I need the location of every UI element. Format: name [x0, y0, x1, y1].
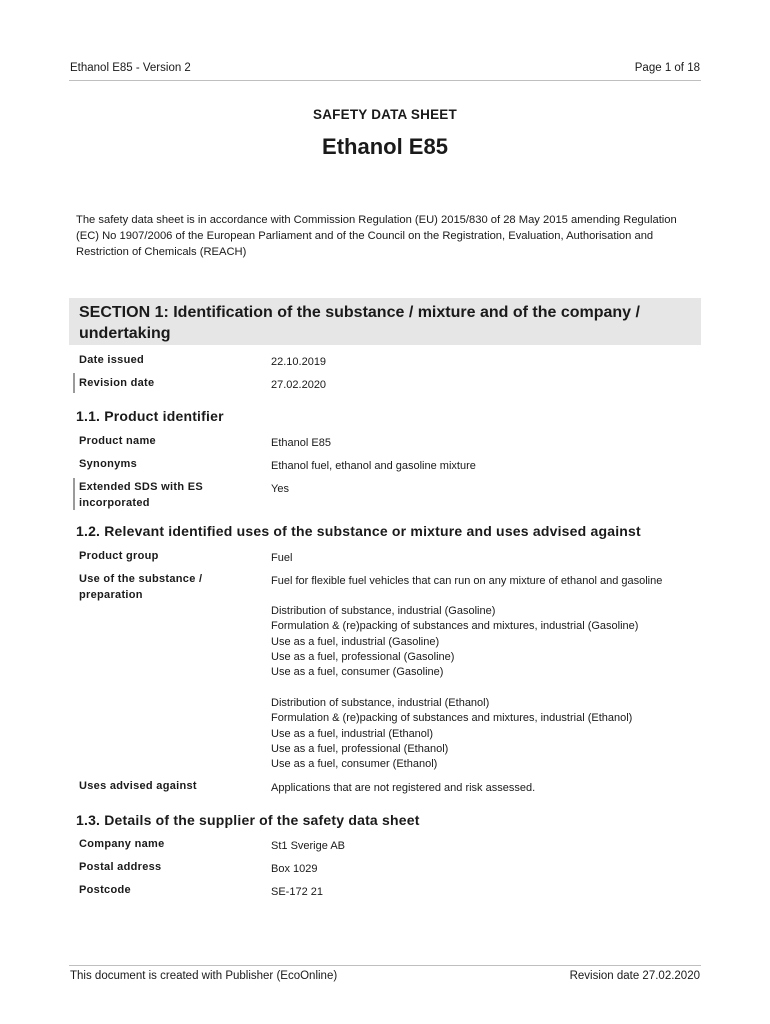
revision-date-label: Revision date [79, 377, 155, 389]
list-item: Formulation & (re)packing of substances and mixtures, industrial (Gasoline) [271, 620, 639, 633]
section-1-2-title: 1.2. Relevant identified uses of the substance or mixture and uses advised against [76, 523, 641, 539]
revision-date-value: 27.02.2020 [271, 379, 327, 391]
list-item: Distribution of substance, industrial (Gasoline) [271, 605, 496, 617]
header-page-number: Page 1 of 18 [634, 62, 700, 74]
date-issued-label: Date issued [79, 354, 145, 366]
list-item: Distribution of substance, industrial (Ethanol) [271, 697, 490, 709]
page-header [69, 62, 701, 81]
list-item: Use as a fuel, industrial (Gasoline) [271, 635, 440, 648]
synonyms-label: Synonyms [79, 458, 138, 470]
product-name-label: Product name [79, 435, 156, 447]
extended-sds-label: Extended SDS with ES incorporated [79, 481, 203, 509]
advised-against-label: Uses advised against [79, 780, 197, 792]
postal-address-value: Box 1029 [271, 863, 318, 875]
postcode-value: SE-172 21 [271, 886, 323, 898]
list-item: Use as a fuel, consumer (Gasoline) [271, 666, 444, 679]
product-name-value: Ethanol E85 [271, 437, 331, 449]
ethanol-uses-list [271, 696, 711, 772]
header-document-version: Ethanol E85 - Version 2 [70, 62, 191, 74]
postcode-label: Postcode [79, 884, 131, 896]
company-name-value: St1 Sverige AB [271, 840, 345, 852]
advised-against-value: Applications that are not registered and risk assessed. [271, 782, 536, 794]
page-footer [69, 965, 701, 986]
footer-revision-date: Revision date 27.02.2020 [569, 970, 700, 982]
section-1-3-title: 1.3. Details of the supplier of the safety data sheet [76, 812, 420, 828]
section-1-title: SECTION 1: Identification of the substance / mixture and of the company / undertaking [79, 304, 640, 342]
list-item: Use as a fuel, professional (Gasoline) [271, 650, 455, 663]
postal-address-label: Postal address [79, 861, 162, 873]
synonyms-value: Ethanol fuel, ethanol and gasoline mixture [271, 460, 476, 472]
company-name-label: Company name [79, 838, 165, 850]
revision-marker [73, 373, 75, 393]
footer-publisher-note: This document is created with Publisher (EcoOnline) [70, 970, 338, 982]
product-title: Ethanol E85 [322, 134, 448, 159]
document-type-heading: SAFETY DATA SHEET [313, 107, 457, 122]
section-1-1-title: 1.1. Product identifier [76, 408, 224, 424]
list-item: Use as a fuel, professional (Ethanol) [271, 742, 449, 755]
list-item: Use as a fuel, consumer (Ethanol) [271, 758, 438, 771]
product-group-label: Product group [79, 550, 159, 562]
use-value: Fuel for flexible fuel vehicles that can run on any mixture of ethanol and gasoline [271, 575, 663, 587]
extended-sds-value: Yes [271, 483, 289, 495]
list-item: Formulation & (re)packing of substances and mixtures, industrial (Ethanol) [271, 712, 633, 725]
gasoline-uses-list [271, 604, 711, 680]
list-item: Use as a fuel, industrial (Ethanol) [271, 727, 434, 740]
product-group-value: Fuel [271, 552, 293, 564]
revision-marker [73, 478, 75, 510]
use-label: Use of the substance / preparation [79, 573, 203, 601]
date-issued-value: 22.10.2019 [271, 356, 327, 368]
regulation-intro: The safety data sheet is in accordance with Commission Regulation (EU) 2015/830 of 28 May 2015 amending Regulation (EC) No 1907/2006 of the European Parliament and of the Council on the Registration, Evaluation, Authorisation and Restriction of Chemicals (REACH) [76, 214, 677, 258]
